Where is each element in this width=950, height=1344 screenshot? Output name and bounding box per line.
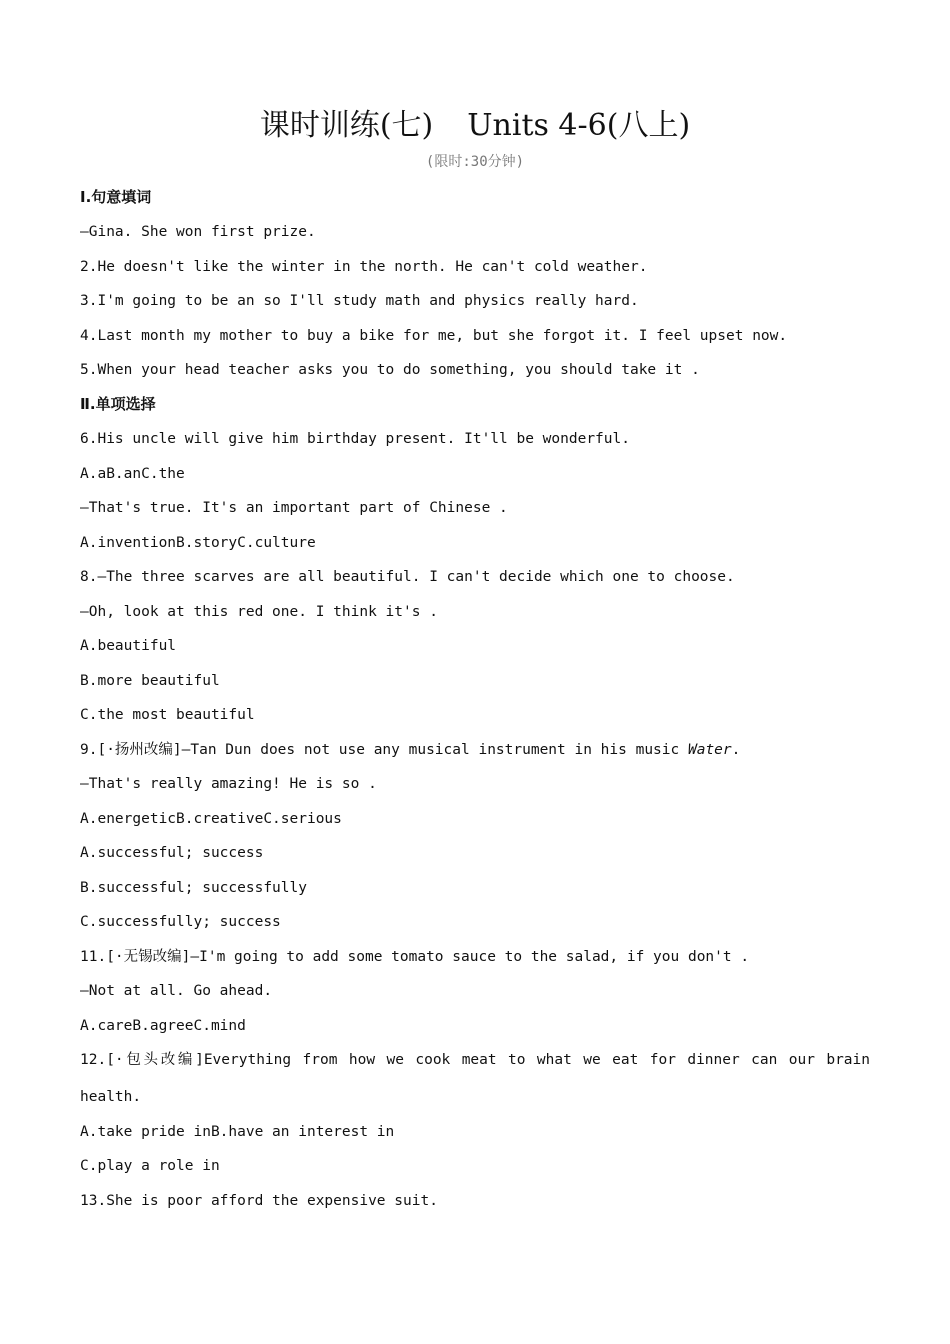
question-9-end: . [731,742,741,758]
question-6-options: A.aB.anC.the [80,466,185,482]
title-units: Units 4-6(八上) [467,108,691,143]
question-12-line-1: 12.[·包头改编]Everything from how we cook meat to what we eat for dinner can our brain [80,1052,870,1068]
question-9-options: A.energeticB.creativeC.serious [80,811,342,827]
question-11-options: A.careB.agreeC.mind [80,1018,246,1034]
question-8-option-b: B.more beautiful [80,673,220,689]
question-5: 5.When your head teacher asks you to do something, you should take it . [80,362,700,378]
question-8: 8.—The three scarves are all beautiful. I can't decide which one to choose. [80,569,735,585]
question-12-option-c: C.play a role in [80,1158,220,1174]
question-8-reply: —Oh, look at this red one. I think it's . [80,604,438,620]
section-heading-multiple-choice: Ⅱ.单项选择 [80,395,156,413]
question-8-option-a: A.beautiful [80,638,177,654]
question-7-options: A.inventionB.storyC.culture [80,535,316,551]
section-heading-vocabulary: Ⅰ.句意填词 [80,188,152,206]
question-10-option-c: C.successfully; success [80,914,281,930]
question-11: 11.[·无锡改编]—I'm going to add some tomato sauce to the salad, if you don't . [80,949,750,965]
question-12-options-ab: A.take pride inB.have an interest in [80,1124,395,1140]
question-7: —That's true. It's an important part of Chinese . [80,500,508,516]
question-9 [80,739,880,761]
time-limit: (限时:30分钟) [425,154,525,170]
question-10-option-b: B.successful; successfully [80,880,307,896]
question-3: 3.I'm going to be an so I'll study math and physics really hard. [80,293,639,309]
page-title [0,106,950,146]
question-10-option-a: A.successful; success [80,845,264,861]
question-12-line-2: health. [80,1089,142,1105]
question-8-option-c: C.the most beautiful [80,707,255,723]
question-9-title: Water [687,742,732,758]
question-11-reply: —Not at all. Go ahead. [80,983,273,999]
title-chinese: 课时训练(七) [259,108,434,143]
question-6: 6.His uncle will give him birthday present. It'll be wonderful. [80,431,630,447]
question-9-reply: —That's really amazing! He is so . [80,776,377,792]
question-2: 2.He doesn't like the winter in the north. He can't cold weather. [80,259,648,275]
question-4: 4.Last month my mother to buy a bike for me, but she forgot it. I feel upset now. [80,328,788,344]
question-1: —Gina. She won first prize. [80,224,316,240]
question-13: 13.She is poor afford the expensive suit. [80,1193,438,1209]
question-9-text: 9.[·扬州改编]—Tan Dun does not use any musical instrument in his music [80,742,688,758]
